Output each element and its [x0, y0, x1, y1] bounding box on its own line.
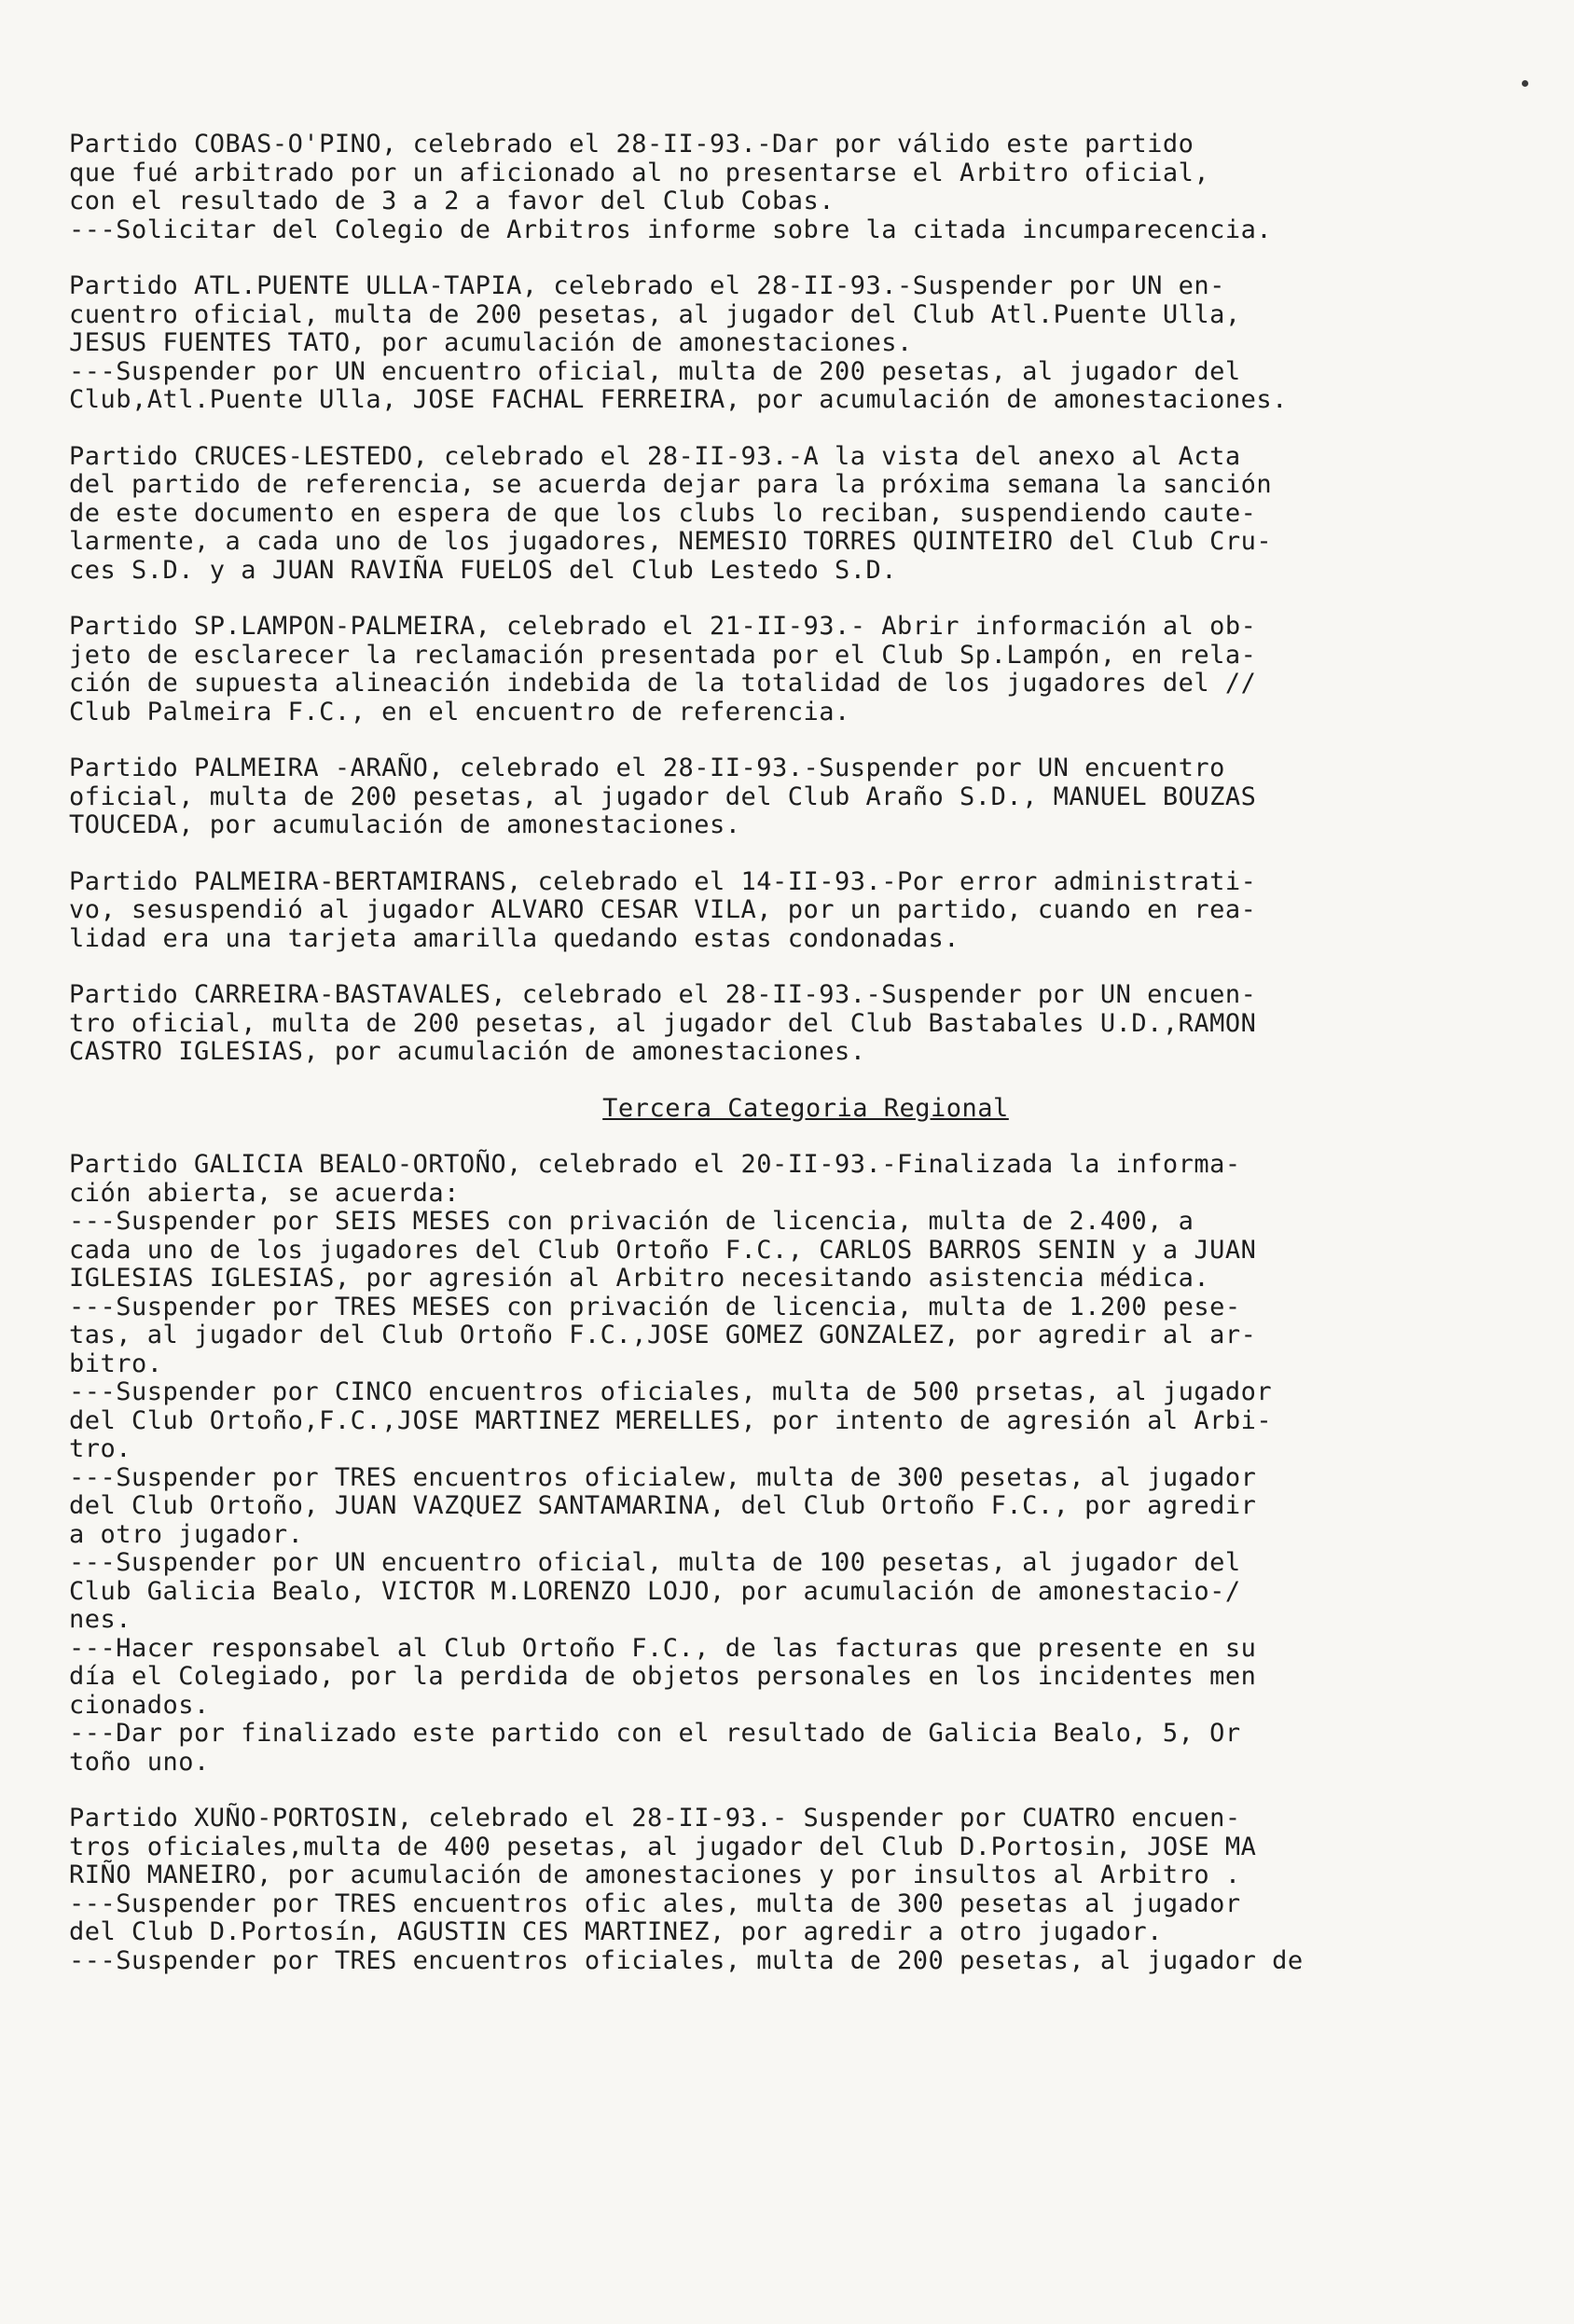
text-line: bitro.: [69, 1349, 163, 1378]
match-resolution-paragraph: [69, 272, 1542, 415]
text-line: del partido de referencia, se acuerda dejar para la próxima semana la sanción: [69, 470, 1273, 499]
match-resolution-paragraph: [69, 754, 1542, 840]
text-line: ---Suspender por UN encuentro oficial, multa de 200 pesetas, al jugador del: [69, 356, 1241, 386]
text-line: TOUCEDA, por acumulación de amonestaciones.: [69, 810, 741, 839]
text-line: Partido PALMEIRA -ARAÑO, celebrado el 28-II-93.-Suspender por UN encuentro: [69, 754, 1225, 782]
section-title: Tercera Categoria Regional: [602, 1093, 1009, 1123]
text-line: del Club Ortoño,F.C.,JOSE MARTINEZ MERELLES, por intento de agresión al Arbi-: [69, 1405, 1273, 1435]
resolutions-section-a: [69, 131, 1542, 1067]
text-line: de este documento en espera de que los clubs lo reciban, suspendiendo caute-: [69, 498, 1257, 528]
text-line: Club Palmeira F.C., en el encuentro de referencia.: [69, 697, 850, 726]
match-resolution-paragraph: [69, 1151, 1542, 1777]
text-line: ---Hacer responsabel al Club Ortoño F.C., de las facturas que presente en su: [69, 1633, 1257, 1663]
match-resolution-paragraph: [69, 868, 1542, 954]
match-resolution-paragraph: [69, 443, 1542, 586]
text-line: oficial, multa de 200 pesetas, al jugador del Club Araño S.D., MANUEL BOUZAS: [69, 782, 1257, 811]
match-resolution-paragraph: [69, 1805, 1542, 1975]
text-line: Partido CRUCES-LESTEDO, celebrado el 28-II-93.-A la vista del anexo al Acta: [69, 441, 1241, 471]
text-line: Partido PALMEIRA-BERTAMIRANS, celebrado el 14-II-93.-Por error administrati-: [69, 866, 1257, 896]
text-line: ces S.D. y a JUAN RAVIÑA FUELOS del Club Lestedo S.D.: [69, 555, 898, 585]
text-line: Partido SP.LAMPON-PALMEIRA, celebrado el 21-II-93.- Abrir información al ob-: [69, 612, 1257, 641]
text-line: con el resultado de 3 a 2 a favor del Club Cobas.: [69, 187, 835, 215]
text-line: larmente, a cada uno de los jugadores, NEMESIO TORRES QUINTEIRO del Club Cru-: [69, 527, 1273, 556]
text-line: ---Suspender por CINCO encuentros oficiales, multa de 500 prsetas, al jugador: [69, 1377, 1273, 1406]
text-line: tros oficiales,multa de 400 pesetas, al jugador del Club D.Portosin, JOSE MA: [69, 1832, 1257, 1861]
text-line: ---Suspender por TRES encuentros oficiales, multa de 200 pesetas, al jugador de: [69, 1945, 1304, 1975]
text-line: ---Suspender por TRES MESES con privación de licencia, multa de 1.200 pese-: [69, 1292, 1241, 1321]
text-line: JESUS FUENTES TATO, por acumulación de amonestaciones.: [69, 328, 913, 357]
text-line: Partido GALICIA BEALO-ORTOÑO, celebrado el 20-II-93.-Finalizada la informa-: [69, 1150, 1241, 1179]
document-body: [69, 131, 1542, 2003]
text-line: RIÑO MANEIRO, por acumulación de amonestaciones y por insultos al Arbitro .: [69, 1861, 1241, 1889]
text-line: que fué arbitrado por un aficionado al no presentarse el Arbitro oficial,: [69, 158, 1210, 187]
text-line: IGLESIAS IGLESIAS, por agresión al Arbitro necesitando asistencia médica.: [69, 1264, 1210, 1293]
text-line: Partido ATL.PUENTE ULLA-TAPIA, celebrado el 28-II-93.-Suspender por UN en-: [69, 271, 1225, 300]
text-line: vo, sesuspendió al jugador ALVARO CESAR VILA, por un partido, cuando en rea-: [69, 895, 1257, 924]
text-line: ---Suspender por TRES encuentros oficialew, multa de 300 pesetas, al jugador: [69, 1462, 1257, 1492]
text-line: a otro jugador.: [69, 1519, 304, 1549]
text-line: lidad era una tarjeta amarilla quedando estas condonadas.: [69, 923, 960, 953]
text-line: cionados.: [69, 1690, 210, 1720]
text-line: ---Suspender por UN encuentro oficial, multa de 100 pesetas, al jugador del: [69, 1548, 1241, 1577]
text-line: del Club Ortoño, JUAN VAZQUEZ SANTAMARINA, del Club Ortoño F.C., por agredir: [69, 1491, 1257, 1520]
text-line: tro oficial, multa de 200 pesetas, al jugador del Club Bastabales U.D.,RAMON: [69, 1008, 1257, 1038]
text-line: toño uno.: [69, 1747, 210, 1777]
text-line: Club,Atl.Puente Ulla, JOSE FACHAL FERREIRA, por acumulación de amonestaciones.: [69, 385, 1288, 414]
text-line: ---Suspender por SEIS MESES con privación de licencia, multa de 2.400, a: [69, 1207, 1194, 1236]
text-line: ---Solicitar del Colegio de Arbitros informe sobre la citada incumparecencia.: [69, 214, 1273, 244]
text-line: nes.: [69, 1605, 132, 1634]
text-line: del Club D.Portosín, AGUSTIN CES MARTINEZ, por agredir a otro jugador.: [69, 1917, 1163, 1946]
match-resolution-paragraph: [69, 981, 1542, 1067]
text-line: cada uno de los jugadores del Club Ortoño F.C., CARLOS BARROS SENIN y a JUAN: [69, 1235, 1257, 1265]
match-resolution-paragraph: [69, 613, 1542, 726]
staple-mark: [1522, 80, 1528, 87]
text-line: ción abierta, se acuerda:: [69, 1178, 460, 1208]
text-line: Partido COBAS-O'PINO, celebrado el 28-II-93.-Dar por válido este partido: [69, 130, 1194, 159]
match-resolution-paragraph: [69, 131, 1542, 244]
text-line: ción de supuesta alineación indebida de la totalidad de los jugadores del //: [69, 669, 1257, 698]
text-line: tro.: [69, 1434, 132, 1463]
text-line: tas, al jugador del Club Ortoño F.C.,JOSE GOMEZ GONZALEZ, por agredir al ar-: [69, 1321, 1257, 1349]
text-line: ---Suspender por TRES encuentros ofic ales, multa de 300 pesetas al jugador: [69, 1888, 1241, 1918]
text-line: Partido XUÑO-PORTOSIN, celebrado el 28-II-93.- Suspender por CUATRO encuen-: [69, 1804, 1241, 1833]
text-line: día el Colegiado, por la perdida de objetos personales en los incidentes men: [69, 1662, 1257, 1691]
text-line: ---Dar por finalizado este partido con el resultado de Galicia Bealo, 5, Or: [69, 1719, 1241, 1748]
text-line: CASTRO IGLESIAS, por acumulación de amonestaciones.: [69, 1037, 866, 1066]
text-line: Club Galicia Bealo, VICTOR M.LORENZO LOJO, por acumulación de amonestacio-/: [69, 1576, 1241, 1606]
text-line: Partido CARREIRA-BASTAVALES, celebrado el 28-II-93.-Suspender por UN encuen-: [69, 980, 1257, 1009]
text-line: cuentro oficial, multa de 200 pesetas, al jugador del Club Atl.Puente Ulla,: [69, 299, 1241, 329]
text-line: jeto de esclarecer la reclamación presentada por el Club Sp.Lampón, en rela-: [69, 640, 1257, 670]
resolutions-section-b: [69, 1151, 1542, 1975]
